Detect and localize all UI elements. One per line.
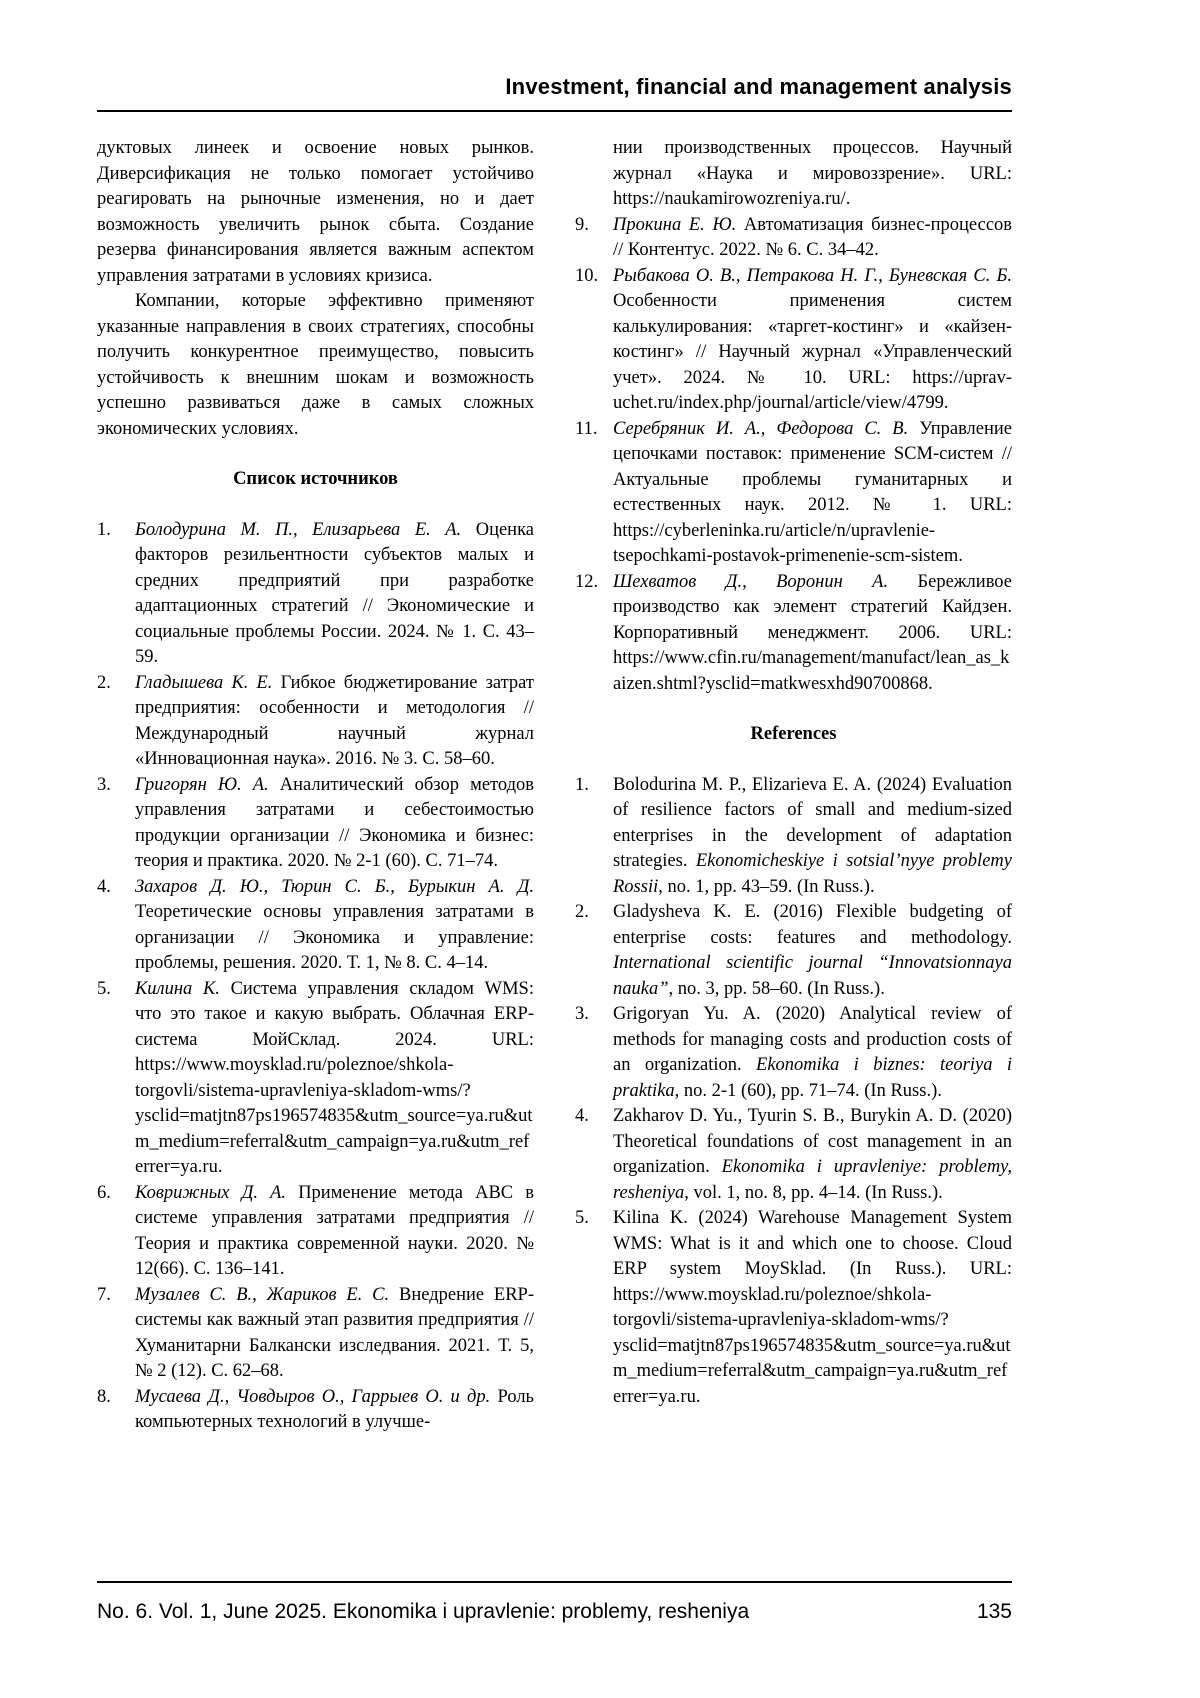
- source-text: Автоматизация бизнес-процессов // Контентус. 2022. № 6. С. 34–42.: [613, 214, 1013, 260]
- source-text: Система управления складом WMS: что это такое и какую выбрать. Облачная ERP-система МойСклад. 2024. URL: https://www.moysklad.ru/poleznoe/shkola-torgovli/sistema-upravleniya-skladom-wms/?ysclid=matjtn87ps196574835&utm_source=ya.ru&utm_medium=referral&utm_campaign=ya.ru&utm_referrer=ya.ru.: [135, 978, 534, 1177]
- source-authors: Болодурина М. П., Елизарьева Е. А.: [135, 519, 462, 540]
- reference-text: Bolodurina M. P., Elizarieva E. A. (2024) Evaluation of resilience factors of small and medium-sized enterprises in the development of adaptation strategies.: [613, 774, 1012, 871]
- reference-item: [575, 900, 1012, 1002]
- source-authors: Прокина Е. Ю.: [613, 214, 737, 235]
- header-divider: [97, 110, 1012, 112]
- footer-divider: [97, 1581, 1012, 1583]
- source-number: 10.: [575, 265, 599, 286]
- source-item: [97, 518, 534, 671]
- page-header: [97, 0, 1012, 112]
- source-item: [97, 977, 534, 1181]
- left-column: [97, 136, 534, 1436]
- source-number: 1.: [97, 519, 111, 540]
- body-paragraph: дуктовых линеек и освоение новых рынков. Диверсификация не только помогает устойчиво реагировать на рыночные изменения, но и дает возможность увеличить рынок сбыта. Создание резерва финансирования является важным аспектом управления затратами в условиях кризиса.: [97, 138, 534, 286]
- source-authors: Рыбакова О. В., Петракова Н. Г., Буневская С. Б.: [613, 265, 1012, 286]
- source-authors: Коврижных Д. А.: [135, 1182, 287, 1203]
- source-item: [97, 671, 534, 773]
- sources-heading: Список источников: [233, 469, 398, 489]
- reference-item: [575, 1104, 1012, 1206]
- source-text: Применение метода ABC в системе управления затратами предприятия // Теория и практика современной науки. 2020. № 12(66). С. 136–141.: [135, 1182, 534, 1279]
- journal-issue-info: No. 6. Vol. 1, June 2025. Ekonomika i upravlenie: problemy, resheniya: [97, 1600, 750, 1623]
- reference-text: , no. 3, pp. 58–60. (In Russ.).: [668, 978, 885, 999]
- sources-list-left: [97, 518, 534, 1436]
- reference-text: Grigoryan Yu. A. (2020) Analytical review of methods for managing costs and production costs of an organization.: [613, 1004, 1012, 1075]
- references-heading: References: [750, 724, 837, 744]
- sources-list-right: [575, 213, 1012, 698]
- source-number: 5.: [97, 978, 111, 999]
- reference-journal-title: Ekonomika i upravleniye: problemy, resheniya: [613, 1157, 1012, 1203]
- source-text: Управление цепочками поставок: применение SCM-систем // Актуальные проблемы гуманитарных и естественных наук. 2012. № 1. URL: https://cyberleninka.ru/article/n/upravlenie-tsepochkami-postavok-primenenie-scm-sistem.: [613, 418, 1013, 566]
- reference-number: 2.: [575, 902, 589, 922]
- source-text: Особенности применения систем калькулирования: «таргет-костинг» и «кайзен-костинг» // Научный журнал «Управленческий учет». 2024. № 10. URL: https://uprav-uchet.ru/index.php/journal/article/view/4799.: [613, 291, 1012, 413]
- reference-item: [575, 773, 1012, 901]
- reference-text: , no. 2-1 (60), pp. 71–74. (In Russ.).: [674, 1080, 942, 1101]
- reference-text: Gladysheva K. E. (2016) Flexible budgeting of enterprise costs: features and methodology.: [613, 902, 1012, 948]
- source-authors: Гладышева К. Е.: [135, 672, 273, 693]
- source-authors: Килина К.: [135, 978, 220, 999]
- reference-item: [575, 1002, 1012, 1104]
- source-item: [97, 773, 534, 875]
- source-number: 9.: [575, 214, 589, 235]
- source-authors: Мусаева Д., Човдыров О., Гаррыев О. и др.: [135, 1386, 491, 1407]
- source-number: 12.: [575, 571, 599, 592]
- source-text: Бережливое производство как элемент стратегий Кайдзен. Корпоративный менеджмент. 2006. URL: https://www.cfin.ru/management/manufact/lean_as_kaizen.shtml?ysclid=matkwesxhd90700868.: [613, 571, 1012, 694]
- source-text: Аналитический обзор методов управления затратами и себестоимостью продукции организации // Экономика и бизнес: теория и практика. 2020. № 2-1 (60). С. 71–74.: [135, 774, 534, 871]
- source-authors: Серебряник И. А., Федорова С. В.: [613, 418, 909, 439]
- reference-text: Kilina K. (2024) Warehouse Management System WMS: What is it and which one to choose. Cloud ERP system MoySklad. (In Russ.). URL: https://www.moysklad.ru/poleznoe/shkola-torgovli/sistema-upravleniya-skladom-wms/?ysclid=matjtn87ps196574835&utm_source=ya.ru&utm_medium=referral&utm_campaign=ya.ru&utm_referrer=ya.ru.: [613, 1208, 1012, 1407]
- reference-journal-title: Ekonomika i biznes: teoriya i praktika: [613, 1055, 1012, 1101]
- reference-item: [575, 1206, 1012, 1410]
- source-authors: Захаров Д. Ю., Тюрин С. Б., Бурыкин А. Д.: [135, 876, 534, 897]
- reference-text: Zakharov D. Yu., Tyurin S. B., Burykin A. D. (2020) Theoretical foundations of cost management in an organization.: [613, 1106, 1012, 1177]
- source-number: 8.: [97, 1386, 111, 1407]
- reference-journal-title: Ekonomicheskiye i sotsial’nyye problemy Rossii: [613, 851, 1012, 897]
- references-list: [575, 773, 1012, 1411]
- source-number: 3.: [97, 774, 111, 795]
- source-text: Теоретические основы управления затратами в организации // Экономика и управление: проблемы, решения. 2020. Т. 1, № 8. С. 4–14.: [135, 902, 534, 973]
- page-number: 135: [976, 1600, 1012, 1623]
- source-number: 2.: [97, 672, 111, 693]
- source-item: [97, 875, 534, 977]
- source-authors: Шехватов Д., Воронин А.: [613, 571, 889, 592]
- source-authors: Музалев С. В., Жариков Е. С.: [135, 1284, 390, 1305]
- source-item: [575, 264, 1012, 417]
- reference-number: 5.: [575, 1208, 589, 1228]
- source-number: 11.: [575, 418, 598, 439]
- source-item: [97, 1283, 534, 1385]
- source-item: [575, 213, 1012, 264]
- source-text: Гибкое бюджетирование затрат предприятия: особенности и методология // Международный научный журнал «Инновационная наука». 2016. № 3. С. 58–60.: [135, 672, 535, 769]
- reference-text: , vol. 1, no. 8, pp. 4–14. (In Russ.).: [684, 1182, 943, 1203]
- reference-journal-title: International scientific journal “Innovatsionnaya nauka”: [613, 953, 1012, 999]
- reference-number: 4.: [575, 1106, 589, 1126]
- right-column: [575, 136, 1012, 1436]
- running-title: Investment, financial and management analysis: [505, 74, 1012, 99]
- source-number: 6.: [97, 1182, 111, 1203]
- source-text: Внедрение ERP-системы как важный этап развития предприятия // Хуманитарни Балкански изследвания. 2021. Т. 5, № 2 (12). С. 62–68.: [135, 1284, 535, 1381]
- body-paragraph: Компании, которые эффективно применяют указанные направления в своих стратегиях, способны получить конкурентное преимущество, повысить устойчивость к внешним шокам и возможность успешно развиваться даже в самых сложных экономических условиях.: [97, 291, 534, 439]
- source-text: Роль компьютерных технологий в улучше-: [135, 1386, 534, 1432]
- source-number: 4.: [97, 876, 111, 897]
- source-item: [97, 1181, 534, 1283]
- reference-number: 1.: [575, 774, 589, 795]
- page-footer: [97, 1581, 1012, 1624]
- source-number: 7.: [97, 1284, 111, 1305]
- reference-text: , no. 1, pp. 43–59. (In Russ.).: [658, 876, 875, 897]
- source-item: [97, 1385, 534, 1436]
- page-content: [97, 0, 1012, 1436]
- source-authors: Григорян Ю. А.: [135, 774, 269, 795]
- source-text: Оценка факторов резильентности субъектов малых и средних предприятий при разработке адаптационных стратегий // Экономические и социальные проблемы России. 2024. № 1. С. 43–59.: [135, 519, 534, 667]
- source-item: [575, 417, 1012, 570]
- source-item: [575, 570, 1012, 698]
- source-item-continuation: нии производственных процессов. Научный журнал «Наука и мировоззрение». URL: https://naukamirowozreniya.ru/.: [613, 138, 1012, 209]
- article-body: [97, 136, 1012, 1436]
- reference-number: 3.: [575, 1004, 589, 1024]
